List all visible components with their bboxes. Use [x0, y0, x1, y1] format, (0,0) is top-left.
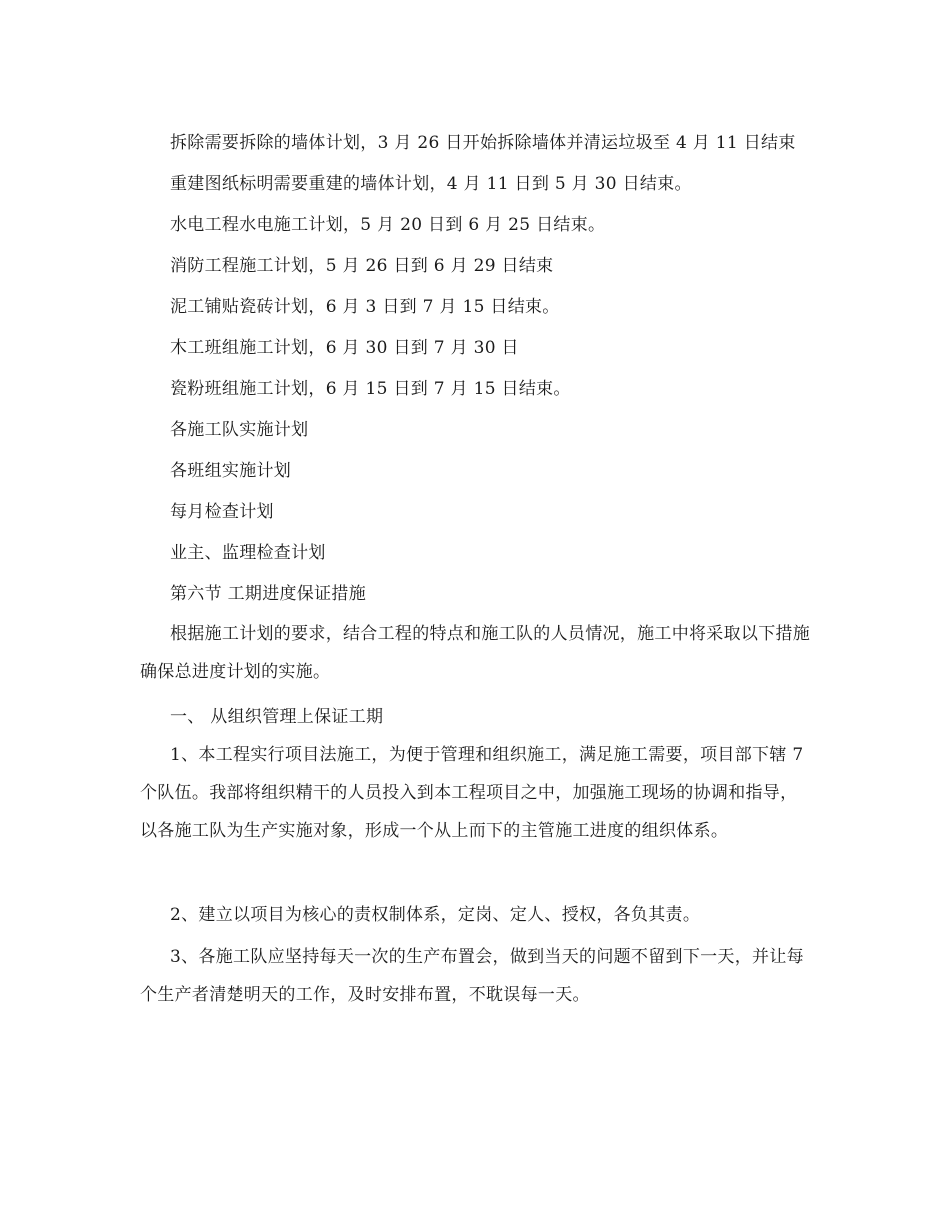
plan-line-carpentry: 木工班组施工计划，6 月 30 日到 7 月 30 日	[170, 338, 519, 358]
plan-line-rebuild: 重建图纸标明需要重建的墙体计划，4 月 11 日到 5 月 30 日结束。	[170, 174, 692, 194]
list-item-1: 1、本工程实行项目法施工，为便于管理和组织施工，满足施工需要，项目部下辖 7 个队伍。我部将组织精干的人员投入到本工程项目之中，加强施工现场的协调和指导，以各施工队为生产实施对象，形成一个从上而下的主管施工进度的组织体系。	[140, 745, 804, 841]
list-item-3: 3、各施工队应坚持每天一次的生产布置会，做到当天的问题不留到下一天，并让每个生产者清楚明天的工作，及时安排布置，不耽误每一天。	[140, 947, 804, 1005]
intro-paragraph: 根据施工计划的要求，结合工程的特点和施工队的人员情况，施工中将采取以下措施确保总进度计划的实施。	[140, 624, 811, 682]
plan-line-plumbing-electrical: 水电工程水电施工计划，5 月 20 日到 6 月 25 日结束。	[170, 215, 606, 235]
plan-line-teams: 各施工队实施计划	[170, 420, 309, 440]
plan-line-groups: 各班组实施计划	[170, 461, 292, 481]
list-item-2: 2、建立以项目为核心的责权制体系，定岗、定人、授权，各负其责。	[170, 905, 701, 925]
plan-line-tiling: 泥工铺贴瓷砖计划，6 月 3 日到 7 月 15 日结束。	[170, 297, 560, 317]
plan-line-demolition: 拆除需要拆除的墙体计划，3 月 26 日开始拆除墙体并清运垃圾至 4 月 11 日结束	[170, 133, 796, 153]
plan-line-putty: 瓷粉班组施工计划，6 月 15 日到 7 月 15 日结束。	[170, 379, 571, 399]
plan-line-owner-check: 业主、监理检查计划	[170, 543, 326, 563]
plan-line-monthly-check: 每月检查计划	[170, 502, 274, 522]
section-title: 第六节 工期进度保证措施	[170, 584, 367, 604]
plan-line-fire-protection: 消防工程施工计划，5 月 26 日到 6 月 29 日结束	[170, 256, 554, 276]
subsection-heading: 一、 从组织管理上保证工期	[170, 707, 384, 727]
